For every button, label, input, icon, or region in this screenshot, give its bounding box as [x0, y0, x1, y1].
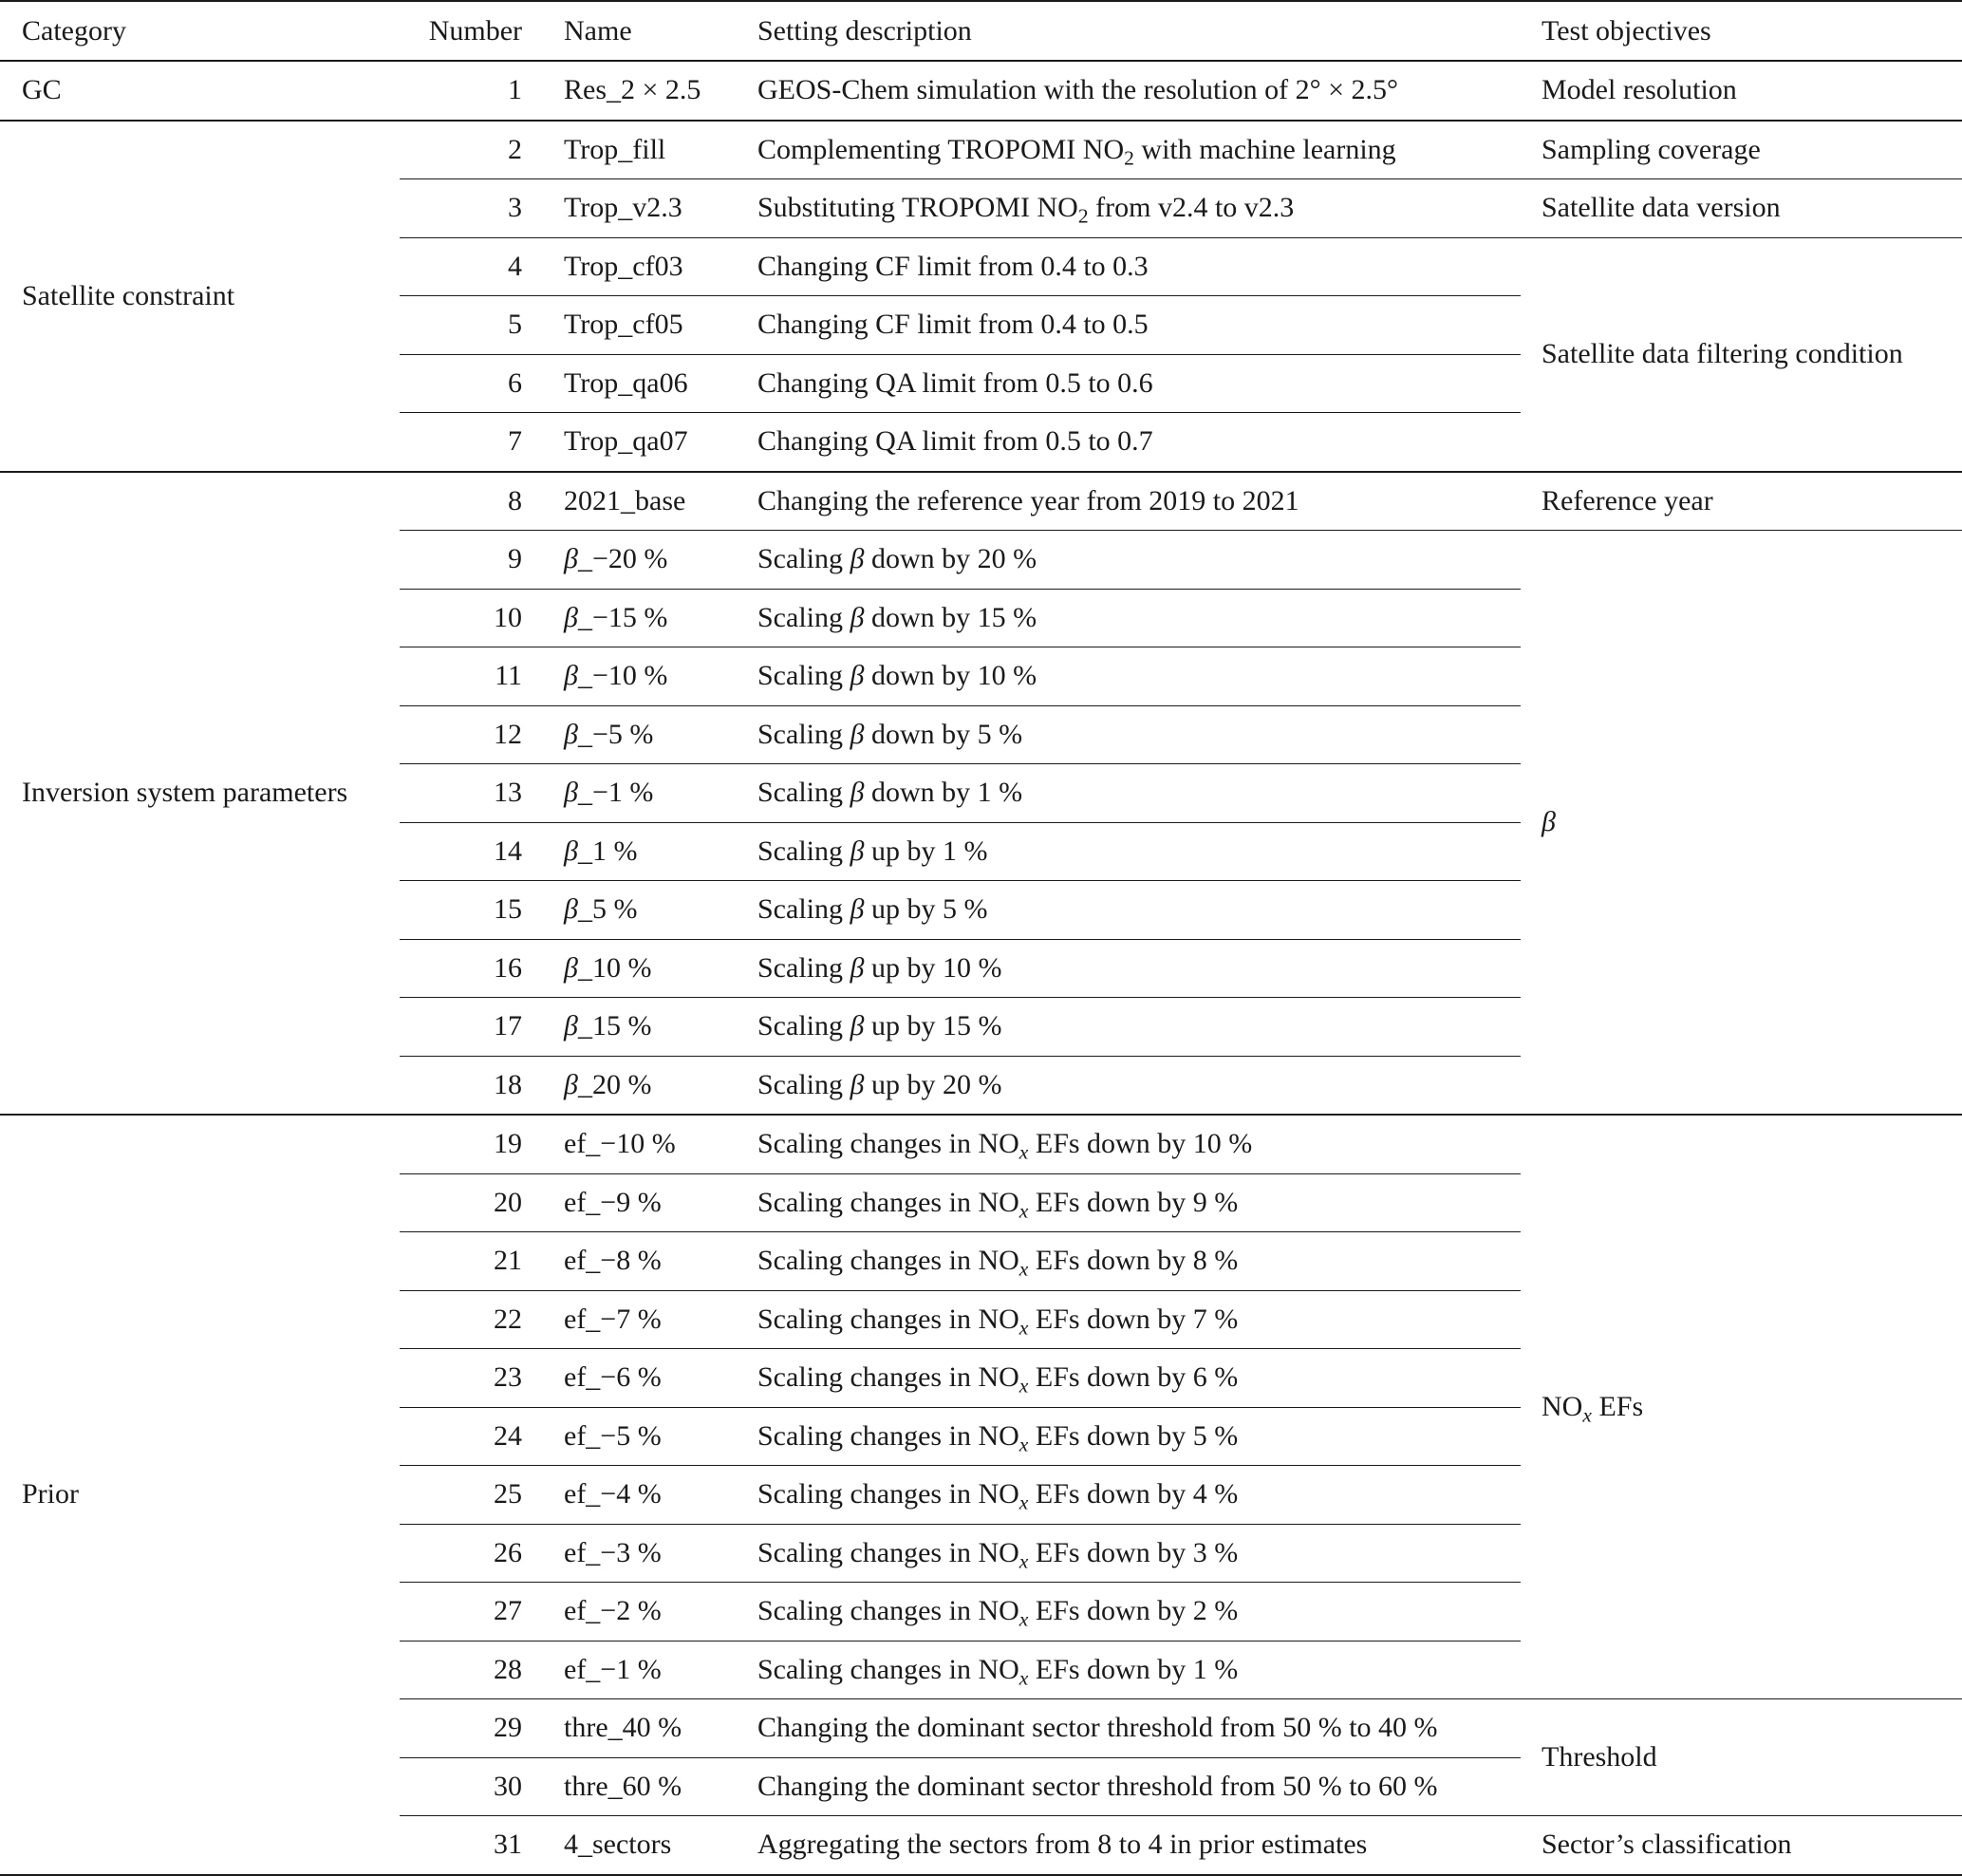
description-cell: Substituting TROPOMI $NO_2$ from v2.4 to v2.3 — [737, 179, 1521, 238]
name-cell: ef_−9 % — [543, 1173, 737, 1232]
description-cell: Scaling changes in $NO_x$ EFs down by 3 % — [737, 1524, 1521, 1583]
description-cell: Scaling β up by 1 % — [737, 822, 1521, 881]
number-cell: 11 — [400, 647, 543, 706]
description-cell: Changing CF limit from 0.4 to 0.5 — [737, 296, 1521, 355]
header-setting-description: Setting description — [737, 1, 1521, 61]
name-cell: ef_−6 % — [543, 1349, 737, 1408]
number-cell: 27 — [400, 1583, 543, 1642]
number-cell: 28 — [400, 1641, 543, 1699]
number-cell: 21 — [400, 1232, 543, 1291]
name-cell: ef_−2 % — [543, 1583, 737, 1642]
description-cell: Scaling β up by 10 % — [737, 939, 1521, 998]
number-cell: 12 — [400, 705, 543, 764]
name-cell: β_10 % — [543, 939, 737, 998]
number-cell: 3 — [400, 179, 543, 238]
name-cell: β_5 % — [543, 881, 737, 940]
description-cell: Changing CF limit from 0.4 to 0.3 — [737, 237, 1521, 296]
number-cell: 13 — [400, 764, 543, 823]
name-cell: β_1 % — [543, 822, 737, 881]
number-cell: 22 — [400, 1290, 543, 1349]
description-cell: Aggregating the sectors from 8 to 4 in prior estimates — [737, 1816, 1521, 1875]
name-cell: 4_sectors — [543, 1816, 737, 1875]
number-cell: 24 — [400, 1407, 543, 1466]
category-cell: GC — [0, 61, 400, 121]
objective-cell: Satellite data version — [1521, 179, 1962, 238]
name-cell: β_−1 % — [543, 764, 737, 823]
number-cell: 19 — [400, 1115, 543, 1173]
number-cell: 4 — [400, 237, 543, 296]
description-cell: Scaling changes in $NO_x$ EFs down by 2 % — [737, 1583, 1521, 1642]
name-cell: thre_40 % — [543, 1699, 737, 1758]
name-cell: Res_2 × 2.5 — [543, 61, 737, 121]
number-cell: 17 — [400, 998, 543, 1057]
description-cell: Scaling changes in $NO_x$ EFs down by 6 % — [737, 1349, 1521, 1408]
number-cell: 31 — [400, 1816, 543, 1875]
description-cell: Changing QA limit from 0.5 to 0.7 — [737, 413, 1521, 472]
description-cell: Scaling β up by 15 % — [737, 998, 1521, 1057]
description-cell: Scaling β down by 1 % — [737, 764, 1521, 823]
objective-cell: Satellite data filtering condition — [1521, 237, 1962, 472]
table-header-row — [0, 1, 1962, 61]
name-cell: ef_−8 % — [543, 1232, 737, 1291]
category-cell: Inversion system parameters — [0, 472, 400, 1116]
number-cell: 2 — [400, 121, 543, 179]
header-name: Name — [543, 1, 737, 61]
number-cell: 7 — [400, 413, 543, 472]
name-cell: Trop_qa06 — [543, 354, 737, 413]
description-cell: Scaling β down by 5 % — [737, 705, 1521, 764]
description-cell: Scaling changes in $NO_x$ EFs down by 4 % — [737, 1466, 1521, 1525]
name-cell: 2021_base — [543, 472, 737, 531]
objective-cell: Sampling coverage — [1521, 121, 1962, 179]
number-cell: 8 — [400, 472, 543, 531]
name-cell: β_20 % — [543, 1056, 737, 1115]
name-cell: ef_−7 % — [543, 1290, 737, 1349]
number-cell: 16 — [400, 939, 543, 998]
name-cell: β_−20 % — [543, 531, 737, 590]
header-number: Number — [400, 1, 543, 61]
name-cell: ef_−5 % — [543, 1407, 737, 1466]
table-row — [0, 1115, 1962, 1173]
description-cell: Scaling changes in $NO_x$ EFs down by 5 % — [737, 1407, 1521, 1466]
description-cell: Scaling β up by 20 % — [737, 1056, 1521, 1115]
name-cell: β_−10 % — [543, 647, 737, 706]
name-cell: Trop_cf05 — [543, 296, 737, 355]
description-cell: Scaling changes in $NO_x$ EFs down by 10 % — [737, 1115, 1521, 1173]
description-cell: Complementing TROPOMI $NO_2$ with machine learning — [737, 121, 1521, 179]
name-cell: ef_−1 % — [543, 1641, 737, 1699]
name-cell: Trop_qa07 — [543, 413, 737, 472]
description-cell: Scaling β down by 10 % — [737, 647, 1521, 706]
description-cell: Changing the reference year from 2019 to 2021 — [737, 472, 1521, 531]
number-cell: 10 — [400, 589, 543, 647]
objective-cell: Reference year — [1521, 472, 1962, 531]
description-cell: Scaling changes in $NO_x$ EFs down by 7 % — [737, 1290, 1521, 1349]
objective-cell: Sector’s classification — [1521, 1816, 1962, 1875]
description-cell: Scaling changes in $NO_x$ EFs down by 8 % — [737, 1232, 1521, 1291]
description-cell: Scaling β down by 15 % — [737, 589, 1521, 647]
category-cell: Prior — [0, 1115, 400, 1875]
name-cell: β_−15 % — [543, 589, 737, 647]
description-cell: Scaling β up by 5 % — [737, 881, 1521, 940]
number-cell: 15 — [400, 881, 543, 940]
number-cell: 6 — [400, 354, 543, 413]
description-cell: Changing the dominant sector threshold from 50 % to 40 % — [737, 1699, 1521, 1758]
description-cell: Scaling β down by 20 % — [737, 531, 1521, 590]
description-cell: Scaling changes in $NO_x$ EFs down by 9 % — [737, 1173, 1521, 1232]
number-cell: 23 — [400, 1349, 543, 1408]
number-cell: 14 — [400, 822, 543, 881]
name-cell: Trop_cf03 — [543, 237, 737, 296]
objective-cell: Model resolution — [1521, 61, 1962, 121]
number-cell: 26 — [400, 1524, 543, 1583]
number-cell: 29 — [400, 1699, 543, 1758]
table-row — [0, 472, 1962, 531]
name-cell: ef_−4 % — [543, 1466, 737, 1525]
name-cell: β_−5 % — [543, 705, 737, 764]
header-category: Category — [0, 1, 400, 61]
name-cell: ef_−3 % — [543, 1524, 737, 1583]
number-cell: 30 — [400, 1757, 543, 1816]
description-cell: Scaling changes in $NO_x$ EFs down by 1 % — [737, 1641, 1521, 1699]
objective-cell: $NO_x$ EFs — [1521, 1115, 1962, 1699]
number-cell: 20 — [400, 1173, 543, 1232]
name-cell: Trop_v2.3 — [543, 179, 737, 238]
description-cell: GEOS-Chem simulation with the resolution of 2° × 2.5° — [737, 61, 1521, 121]
description-cell: Changing the dominant sector threshold from 50 % to 60 % — [737, 1757, 1521, 1816]
header-test-objectives: Test objectives — [1521, 1, 1962, 61]
objective-cell: Threshold — [1521, 1699, 1962, 1816]
table-row — [0, 121, 1962, 179]
table-row — [0, 61, 1962, 121]
number-cell: 25 — [400, 1466, 543, 1525]
category-cell: Satellite constraint — [0, 121, 400, 472]
number-cell: 9 — [400, 531, 543, 590]
description-cell: Changing QA limit from 0.5 to 0.6 — [737, 354, 1521, 413]
objective-cell: β — [1521, 531, 1962, 1116]
name-cell: β_15 % — [543, 998, 737, 1057]
number-cell: 18 — [400, 1056, 543, 1115]
name-cell: ef_−10 % — [543, 1115, 737, 1173]
name-cell: Trop_fill — [543, 121, 737, 179]
number-cell: 5 — [400, 296, 543, 355]
name-cell: thre_60 % — [543, 1757, 737, 1816]
number-cell: 1 — [400, 61, 543, 121]
